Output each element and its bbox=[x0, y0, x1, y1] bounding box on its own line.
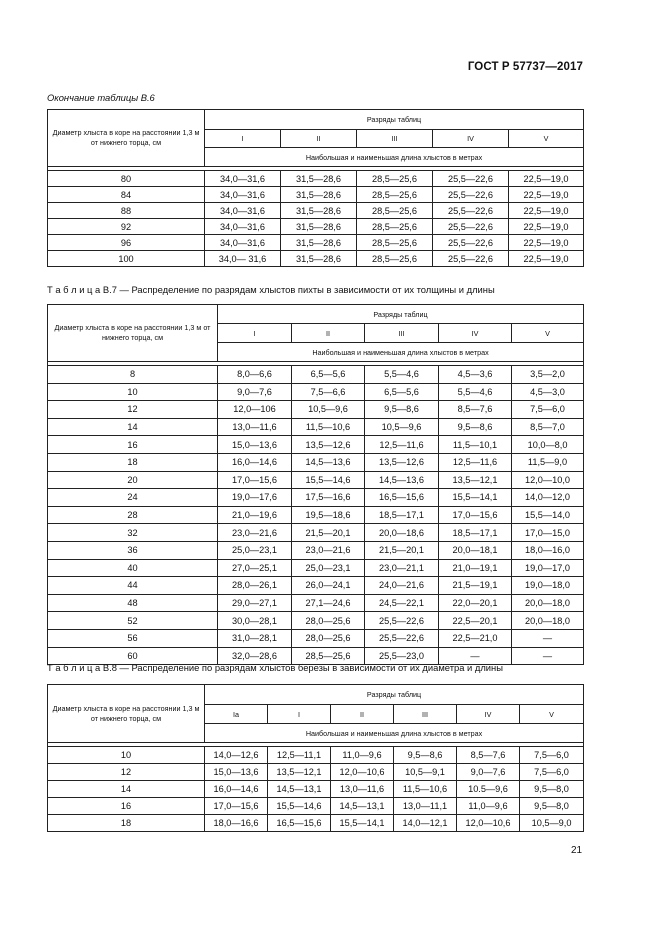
diameter-cell: 12 bbox=[48, 401, 218, 419]
length-range-cell: 28,0—25,6 bbox=[292, 612, 365, 630]
table-b6-rank-header: III bbox=[357, 130, 433, 148]
table-b7-rank-header: V bbox=[512, 324, 584, 343]
length-range-cell: 14,0—12,6 bbox=[205, 747, 268, 764]
length-range-cell: 22,5—19,0 bbox=[509, 251, 584, 267]
length-range-cell: 13,5—12,1 bbox=[439, 471, 512, 489]
length-range-cell: 32,0—28,6 bbox=[218, 647, 292, 665]
table-b7 bbox=[47, 304, 584, 665]
length-range-cell: 11,5—9,0 bbox=[512, 453, 584, 471]
table-b7-rank-header: I bbox=[218, 324, 292, 343]
length-range-cell: 14,5—13,6 bbox=[365, 471, 439, 489]
length-range-cell: 26,0—24,1 bbox=[292, 577, 365, 595]
table-b7-length-subheader: Наибольшая и наименьшая длина хлыстов в метрах bbox=[218, 343, 584, 362]
length-range-cell: 25,5—22,6 bbox=[433, 187, 509, 203]
length-range-cell: 25,5—23,0 bbox=[365, 647, 439, 665]
table-b7-caption bbox=[47, 284, 495, 295]
diameter-cell: 8 bbox=[48, 366, 218, 384]
length-range-cell: 16,0—14,6 bbox=[205, 781, 268, 798]
page-number: 21 bbox=[571, 845, 583, 856]
length-range-cell: 29,0—27,1 bbox=[218, 594, 292, 612]
length-range-cell: 31,5—28,6 bbox=[281, 171, 357, 187]
length-range-cell: 11,0—9,6 bbox=[331, 747, 394, 764]
length-range-cell: 14,5—13,1 bbox=[331, 798, 394, 815]
length-range-cell: 4,5—3,0 bbox=[512, 383, 584, 401]
table-row bbox=[48, 187, 584, 203]
table-b8-caption bbox=[47, 662, 503, 673]
length-range-cell: 13,5—12,1 bbox=[268, 764, 331, 781]
length-range-cell: 25,0—23,1 bbox=[292, 559, 365, 577]
length-range-cell: 17,0—15,6 bbox=[205, 798, 268, 815]
table-b7-diameter-header: Диаметр хлыста в коре на расстоянии 1,3 м от нижнего торца, см bbox=[48, 305, 218, 362]
table-row bbox=[48, 815, 584, 832]
length-range-cell: 11,5—10,6 bbox=[292, 418, 365, 436]
diameter-cell: 14 bbox=[48, 781, 205, 798]
table-row bbox=[48, 764, 584, 781]
length-range-cell: 7,5—6,6 bbox=[292, 383, 365, 401]
table-b8-length-subheader: Наибольшая и наименьшая длина хлыстов в метрах bbox=[205, 724, 584, 743]
length-range-cell: 31,5—28,6 bbox=[281, 203, 357, 219]
table-row bbox=[48, 577, 584, 595]
table-b6-rank-header: IV bbox=[433, 130, 509, 148]
length-range-cell: 7,5—6,0 bbox=[512, 401, 584, 419]
table-b8-caption-label: Т а б л и ц а В.8 bbox=[47, 662, 117, 673]
length-range-cell: 9,5—8,6 bbox=[365, 401, 439, 419]
length-range-cell: 13,0—11,1 bbox=[394, 798, 457, 815]
length-range-cell: 15,5—14,1 bbox=[439, 489, 512, 507]
diameter-cell: 18 bbox=[48, 453, 218, 471]
table-row bbox=[48, 203, 584, 219]
length-range-cell: 14,0—12,1 bbox=[394, 815, 457, 832]
length-range-cell: 31,5—28,6 bbox=[281, 235, 357, 251]
table-b7-caption-text: — Распределение по разрядам хлыстов пихты в зависимости от их толщины и длины bbox=[116, 284, 495, 295]
table-b6-rank-header: I bbox=[205, 130, 281, 148]
length-range-cell: 21,5—20,1 bbox=[292, 524, 365, 542]
length-range-cell: 9,5—8,0 bbox=[520, 781, 584, 798]
length-range-cell: 22,0—20,1 bbox=[439, 594, 512, 612]
table-b8-rank-header: Ia bbox=[205, 705, 268, 724]
length-range-cell: 5,5—4,6 bbox=[439, 383, 512, 401]
length-range-cell: 20,0—18,0 bbox=[512, 594, 584, 612]
length-range-cell: — bbox=[439, 647, 512, 665]
diameter-cell: 88 bbox=[48, 203, 205, 219]
table-row bbox=[48, 235, 584, 251]
length-range-cell: 13,0—11,6 bbox=[218, 418, 292, 436]
table-b6-diameter-header: Диаметр хлыста в коре на расстоянии 1,3 м от нижнего торца, см bbox=[48, 110, 205, 167]
diameter-cell: 18 bbox=[48, 815, 205, 832]
length-range-cell: 18,0—16,6 bbox=[205, 815, 268, 832]
table-row bbox=[48, 383, 584, 401]
length-range-cell: 21,0—19,1 bbox=[439, 559, 512, 577]
diameter-cell: 10 bbox=[48, 383, 218, 401]
length-range-cell: 28,0—25,6 bbox=[292, 629, 365, 647]
table-b7-rank-header: III bbox=[365, 324, 439, 343]
length-range-cell: 22,5—19,0 bbox=[509, 187, 584, 203]
table-b8-caption-text: — Распределение по разрядам хлыстов березы в зависимости от их диаметра и длины bbox=[116, 662, 503, 673]
table-row bbox=[48, 612, 584, 630]
table-row bbox=[48, 781, 584, 798]
diameter-cell: 10 bbox=[48, 747, 205, 764]
length-range-cell: 21,5—19,1 bbox=[439, 577, 512, 595]
length-range-cell: 30,0—28,1 bbox=[218, 612, 292, 630]
length-range-cell: 31,5—28,6 bbox=[281, 187, 357, 203]
length-range-cell: 13,5—12,6 bbox=[292, 436, 365, 454]
length-range-cell: 8,5—7,6 bbox=[457, 747, 520, 764]
table-row bbox=[48, 506, 584, 524]
length-range-cell: 31,5—28,6 bbox=[281, 251, 357, 267]
table-b8 bbox=[47, 684, 584, 832]
length-range-cell: 19,0—18,0 bbox=[512, 577, 584, 595]
table-b7-rank-header: II bbox=[292, 324, 365, 343]
length-range-cell: 16,5—15,6 bbox=[365, 489, 439, 507]
length-range-cell: 10,0—8,0 bbox=[512, 436, 584, 454]
length-range-cell: 21,5—20,1 bbox=[365, 541, 439, 559]
diameter-cell: 28 bbox=[48, 506, 218, 524]
table-b6-length-subheader: Наибольшая и наименьшая длина хлыстов в метрах bbox=[205, 148, 584, 167]
diameter-cell: 16 bbox=[48, 436, 218, 454]
length-range-cell: 22,5—21,0 bbox=[439, 629, 512, 647]
length-range-cell: 15,0—13,6 bbox=[205, 764, 268, 781]
length-range-cell: 9,0—7,6 bbox=[457, 764, 520, 781]
length-range-cell: 34,0—31,6 bbox=[205, 171, 281, 187]
length-range-cell: — bbox=[512, 647, 584, 665]
table-row bbox=[48, 594, 584, 612]
length-range-cell: 22,5—19,0 bbox=[509, 219, 584, 235]
length-range-cell: 9,5—8,6 bbox=[439, 418, 512, 436]
length-range-cell: 12,0—10,6 bbox=[457, 815, 520, 832]
length-range-cell: — bbox=[512, 629, 584, 647]
length-range-cell: 12,0—10,0 bbox=[512, 471, 584, 489]
length-range-cell: 12,0—10,6 bbox=[331, 764, 394, 781]
table-row bbox=[48, 401, 584, 419]
length-range-cell: 23,0—21,6 bbox=[292, 541, 365, 559]
table-row bbox=[48, 251, 584, 267]
length-range-cell: 22,5—19,0 bbox=[509, 235, 584, 251]
table-row bbox=[48, 798, 584, 815]
table-b6-rank-header: V bbox=[509, 130, 584, 148]
length-range-cell: 14,0—12,0 bbox=[512, 489, 584, 507]
length-range-cell: 10,5—9,0 bbox=[520, 815, 584, 832]
diameter-cell: 84 bbox=[48, 187, 205, 203]
length-range-cell: 28,5—25,6 bbox=[292, 647, 365, 665]
table-row bbox=[48, 629, 584, 647]
length-range-cell: 17,0—15,0 bbox=[512, 524, 584, 542]
table-row bbox=[48, 171, 584, 187]
length-range-cell: 19,0—17,6 bbox=[218, 489, 292, 507]
table-row bbox=[48, 541, 584, 559]
length-range-cell: 17,0—15,6 bbox=[439, 506, 512, 524]
length-range-cell: 20,0—18,0 bbox=[512, 612, 584, 630]
diameter-cell: 48 bbox=[48, 594, 218, 612]
length-range-cell: 19,5—18,6 bbox=[292, 506, 365, 524]
length-range-cell: 15,5—14,6 bbox=[292, 471, 365, 489]
length-range-cell: 19,0—17,0 bbox=[512, 559, 584, 577]
length-range-cell: 3,5—2,0 bbox=[512, 366, 584, 384]
diameter-cell: 12 bbox=[48, 764, 205, 781]
length-range-cell: 10,5—9,6 bbox=[365, 418, 439, 436]
length-range-cell: 18,0—16,0 bbox=[512, 541, 584, 559]
table-row bbox=[48, 471, 584, 489]
length-range-cell: 20,0—18,6 bbox=[365, 524, 439, 542]
table-b7-caption-label: Т а б л и ц а В.7 bbox=[47, 284, 117, 295]
diameter-cell: 16 bbox=[48, 798, 205, 815]
length-range-cell: 28,0—26,1 bbox=[218, 577, 292, 595]
diameter-cell: 60 bbox=[48, 647, 218, 665]
length-range-cell: 28,5—25,6 bbox=[357, 219, 433, 235]
length-range-cell: 22,5—20,1 bbox=[439, 612, 512, 630]
table-b8-rank-header: III bbox=[394, 705, 457, 724]
length-range-cell: 17,5—16,6 bbox=[292, 489, 365, 507]
diameter-cell: 44 bbox=[48, 577, 218, 595]
length-range-cell: 25,5—22,6 bbox=[433, 235, 509, 251]
length-range-cell: 25,5—22,6 bbox=[365, 629, 439, 647]
table-row bbox=[48, 453, 584, 471]
diameter-cell: 32 bbox=[48, 524, 218, 542]
table-row bbox=[48, 747, 584, 764]
length-range-cell: 23,0—21,1 bbox=[365, 559, 439, 577]
length-range-cell: 22,5—19,0 bbox=[509, 171, 584, 187]
length-range-cell: 11,5—10,1 bbox=[439, 436, 512, 454]
length-range-cell: 20,0—18,1 bbox=[439, 541, 512, 559]
diameter-cell: 56 bbox=[48, 629, 218, 647]
length-range-cell: 7,5—6,0 bbox=[520, 764, 584, 781]
length-range-cell: 25,5—22,6 bbox=[433, 251, 509, 267]
length-range-cell: 12,0—106 bbox=[218, 401, 292, 419]
length-range-cell: 34,0—31,6 bbox=[205, 187, 281, 203]
length-range-cell: 6,5—5,6 bbox=[292, 366, 365, 384]
length-range-cell: 17,0—15,6 bbox=[218, 471, 292, 489]
length-range-cell: 9,5—8,6 bbox=[394, 747, 457, 764]
length-range-cell: 24,5—22,1 bbox=[365, 594, 439, 612]
length-range-cell: 25,0—23,1 bbox=[218, 541, 292, 559]
length-range-cell: 4,5—3,6 bbox=[439, 366, 512, 384]
length-range-cell: 18,5—17,1 bbox=[439, 524, 512, 542]
length-range-cell: 28,5—25,6 bbox=[357, 187, 433, 203]
table-b6-ranks-group-header: Разряды таблиц bbox=[205, 110, 584, 130]
length-range-cell: 34,0— 31,6 bbox=[205, 251, 281, 267]
length-range-cell: 12,5—11,6 bbox=[365, 436, 439, 454]
length-range-cell: 18,5—17,1 bbox=[365, 506, 439, 524]
length-range-cell: 28,5—25,6 bbox=[357, 251, 433, 267]
length-range-cell: 7,5—6,0 bbox=[520, 747, 584, 764]
diameter-cell: 52 bbox=[48, 612, 218, 630]
length-range-cell: 12,5—11,6 bbox=[439, 453, 512, 471]
length-range-cell: 25,5—22,6 bbox=[365, 612, 439, 630]
standard-designation: ГОСТ Р 57737—2017 bbox=[467, 61, 583, 73]
length-range-cell: 34,0—31,6 bbox=[205, 219, 281, 235]
length-range-cell: 22,5—19,0 bbox=[509, 203, 584, 219]
table-row bbox=[48, 219, 584, 235]
length-range-cell: 13,0—11,6 bbox=[331, 781, 394, 798]
table-b7-ranks-group-header: Разряды таблиц bbox=[218, 305, 584, 324]
length-range-cell: 12,5—11,1 bbox=[268, 747, 331, 764]
length-range-cell: 8,5—7,0 bbox=[512, 418, 584, 436]
length-range-cell: 25,5—22,6 bbox=[433, 219, 509, 235]
length-range-cell: 28,5—25,6 bbox=[357, 235, 433, 251]
length-range-cell: 8,5—7,6 bbox=[439, 401, 512, 419]
table-row bbox=[48, 418, 584, 436]
diameter-cell: 24 bbox=[48, 489, 218, 507]
length-range-cell: 25,5—22,6 bbox=[433, 171, 509, 187]
table-b8-rank-header: II bbox=[331, 705, 394, 724]
length-range-cell: 15,0—13,6 bbox=[218, 436, 292, 454]
table-b6-caption: Окончание таблицы В.6 bbox=[47, 92, 155, 103]
length-range-cell: 28,5—25,6 bbox=[357, 203, 433, 219]
length-range-cell: 9,0—7,6 bbox=[218, 383, 292, 401]
table-row bbox=[48, 559, 584, 577]
length-range-cell: 10,5—9,6 bbox=[292, 401, 365, 419]
table-b8-diameter-header: Диаметр хлыста в коре на расстоянии 1,3 м от нижнего торца, см bbox=[48, 685, 205, 743]
length-range-cell: 6,5—5,6 bbox=[365, 383, 439, 401]
length-range-cell: 10.5—9,6 bbox=[457, 781, 520, 798]
length-range-cell: 28,5—25,6 bbox=[357, 171, 433, 187]
length-range-cell: 25,5—22,6 bbox=[433, 203, 509, 219]
length-range-cell: 16,5—15,6 bbox=[268, 815, 331, 832]
table-row bbox=[48, 436, 584, 454]
length-range-cell: 14,5—13,6 bbox=[292, 453, 365, 471]
length-range-cell: 5,5—4,6 bbox=[365, 366, 439, 384]
table-row bbox=[48, 524, 584, 542]
length-range-cell: 27,1—24,6 bbox=[292, 594, 365, 612]
table-row bbox=[48, 366, 584, 384]
length-range-cell: 21,0—19,6 bbox=[218, 506, 292, 524]
length-range-cell: 9,5—8,0 bbox=[520, 798, 584, 815]
diameter-cell: 100 bbox=[48, 251, 205, 267]
length-range-cell: 13,5—12,6 bbox=[365, 453, 439, 471]
length-range-cell: 31,0—28,1 bbox=[218, 629, 292, 647]
diameter-cell: 80 bbox=[48, 171, 205, 187]
table-b8-ranks-group-header: Разряды таблиц bbox=[205, 685, 584, 705]
diameter-cell: 96 bbox=[48, 235, 205, 251]
diameter-cell: 40 bbox=[48, 559, 218, 577]
length-range-cell: 23,0—21,6 bbox=[218, 524, 292, 542]
length-range-cell: 34,0—31,6 bbox=[205, 235, 281, 251]
table-b6-rank-header: II bbox=[281, 130, 357, 148]
table-b7-rank-header: IV bbox=[439, 324, 512, 343]
length-range-cell: 10,5—9,1 bbox=[394, 764, 457, 781]
length-range-cell: 15,5—14,6 bbox=[268, 798, 331, 815]
length-range-cell: 14,5—13,1 bbox=[268, 781, 331, 798]
length-range-cell: 11,5—10,6 bbox=[394, 781, 457, 798]
length-range-cell: 31,5—28,6 bbox=[281, 219, 357, 235]
diameter-cell: 92 bbox=[48, 219, 205, 235]
diameter-cell: 36 bbox=[48, 541, 218, 559]
length-range-cell: 34,0—31,6 bbox=[205, 203, 281, 219]
length-range-cell: 11,0—9,6 bbox=[457, 798, 520, 815]
table-b8-rank-header: V bbox=[520, 705, 584, 724]
table-b8-rank-header: IV bbox=[457, 705, 520, 724]
diameter-cell: 14 bbox=[48, 418, 218, 436]
length-range-cell: 8,0—6,6 bbox=[218, 366, 292, 384]
table-row bbox=[48, 489, 584, 507]
length-range-cell: 24,0—21,6 bbox=[365, 577, 439, 595]
table-b6 bbox=[47, 109, 584, 267]
length-range-cell: 16,0—14,6 bbox=[218, 453, 292, 471]
diameter-cell: 20 bbox=[48, 471, 218, 489]
table-b8-rank-header: I bbox=[268, 705, 331, 724]
length-range-cell: 27,0—25,1 bbox=[218, 559, 292, 577]
length-range-cell: 15,5—14,0 bbox=[512, 506, 584, 524]
length-range-cell: 15,5—14,1 bbox=[331, 815, 394, 832]
